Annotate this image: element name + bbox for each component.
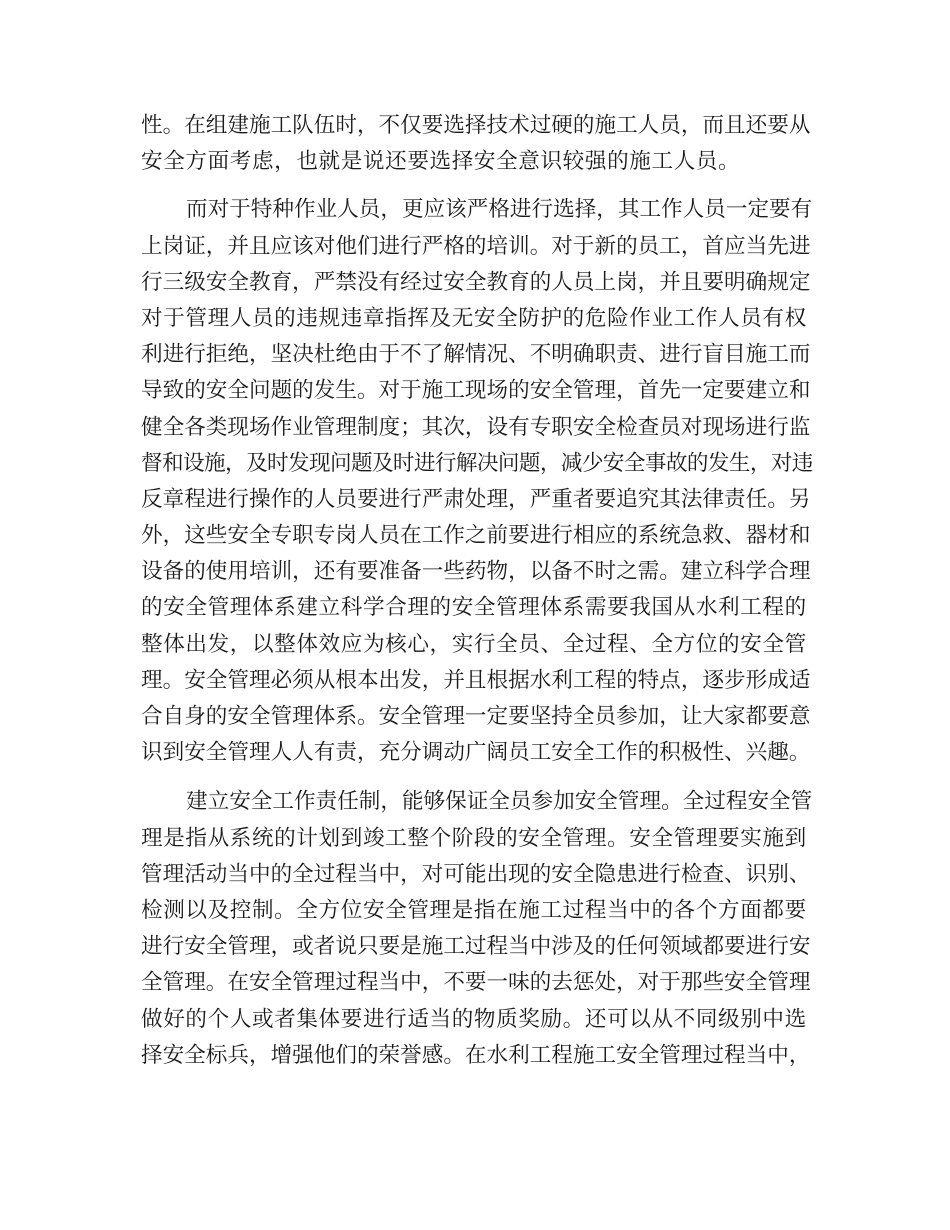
text-line: 择安全标兵，增强他们的荣誉感。在水利工程施工安全管理过程当中， bbox=[141, 1042, 811, 1068]
text-line: 做好的个人或者集体要进行适当的物质奖励。还可以从不同级别中选 bbox=[141, 1006, 807, 1032]
text-line: 反章程进行操作的人员要进行严肃处理，严重者要追究其法律责任。另 bbox=[141, 486, 811, 512]
text-line: 进行安全管理，或者说只要是施工过程当中涉及的任何领域都要进行安 bbox=[141, 934, 811, 960]
text-line: 性。在组建施工队伍时，不仅要选择技术过硬的施工人员，而且还要从 bbox=[141, 113, 811, 138]
text-line: 整体出发，以整体效应为核心，实行全员、全过程、全方位的安全管 bbox=[141, 631, 807, 657]
text-line: 安全方面考虑，也就是说还要选择安全意识较强的施工人员。 bbox=[141, 149, 741, 175]
text-line: 督和设施，及时发现问题及时进行解决问题，减少安全事故的发生，对违 bbox=[141, 450, 813, 476]
paragraph-1 bbox=[141, 108, 813, 180]
paragraph-2 bbox=[141, 192, 813, 771]
paragraph-3 bbox=[141, 784, 813, 1074]
text-line: 健全各类现场作业管理制度；其次，设有专职安全检查员对现场进行监 bbox=[141, 414, 811, 440]
text-line: 理。安全管理必须从根本出发，并且根据水利工程的特点，逐步形成适 bbox=[141, 667, 811, 693]
text-line: 行三级安全教育，严禁没有经过安全教育的人员上岗，并且要明确规定 bbox=[141, 269, 811, 295]
text-line: 检测以及控制。全方位安全管理是指在施工过程当中的各个方面都要 bbox=[141, 897, 807, 923]
text-line: 建立安全工作责任制，能够保证全员参加安全管理。全过程安全管 bbox=[186, 789, 813, 815]
text-line: 的安全管理体系建立科学合理的安全管理体系需要我国从水利工程的 bbox=[141, 595, 807, 621]
text-line: 导致的安全问题的发生。对于施工现场的安全管理，首先一定要建立和 bbox=[141, 378, 811, 404]
text-line: 对于管理人员的违规违章指挥及无安全防护的危险作业工作人员有权 bbox=[141, 305, 807, 331]
text-line: 设备的使用培训，还有要准备一些药物，以备不时之需。建立科学合理 bbox=[141, 559, 811, 585]
text-line: 上岗证，并且应该对他们进行严格的培训。对于新的员工，首应当先进 bbox=[141, 233, 811, 259]
text-line: 识到安全管理人人有责，充分调动广阔员工安全工作的积极性、兴趣。 bbox=[141, 740, 811, 766]
document-body bbox=[141, 108, 813, 1074]
text-line: 外，这些安全专职专岗人员在工作之前要进行相应的系统急救、器材和 bbox=[141, 523, 811, 549]
text-line: 理是指从系统的计划到竣工整个阶段的安全管理。安全管理要实施到 bbox=[141, 825, 807, 851]
text-line: 全管理。在安全管理过程当中，不要一味的去惩处，对于那些安全管理 bbox=[141, 970, 811, 996]
text-line: 管理活动当中的全过程当中，对可能出现的安全隐患进行检查、识别、 bbox=[141, 861, 811, 887]
text-line: 而对于特种作业人员，更应该严格进行选择，其工作人员一定要有 bbox=[186, 197, 813, 223]
text-line: 合自身的安全管理体系。安全管理一定要坚持全员参加，让大家都要意 bbox=[141, 704, 811, 729]
text-line: 利进行拒绝，坚决杜绝由于不了解情况、不明确职责、进行盲目施工而 bbox=[141, 342, 811, 368]
